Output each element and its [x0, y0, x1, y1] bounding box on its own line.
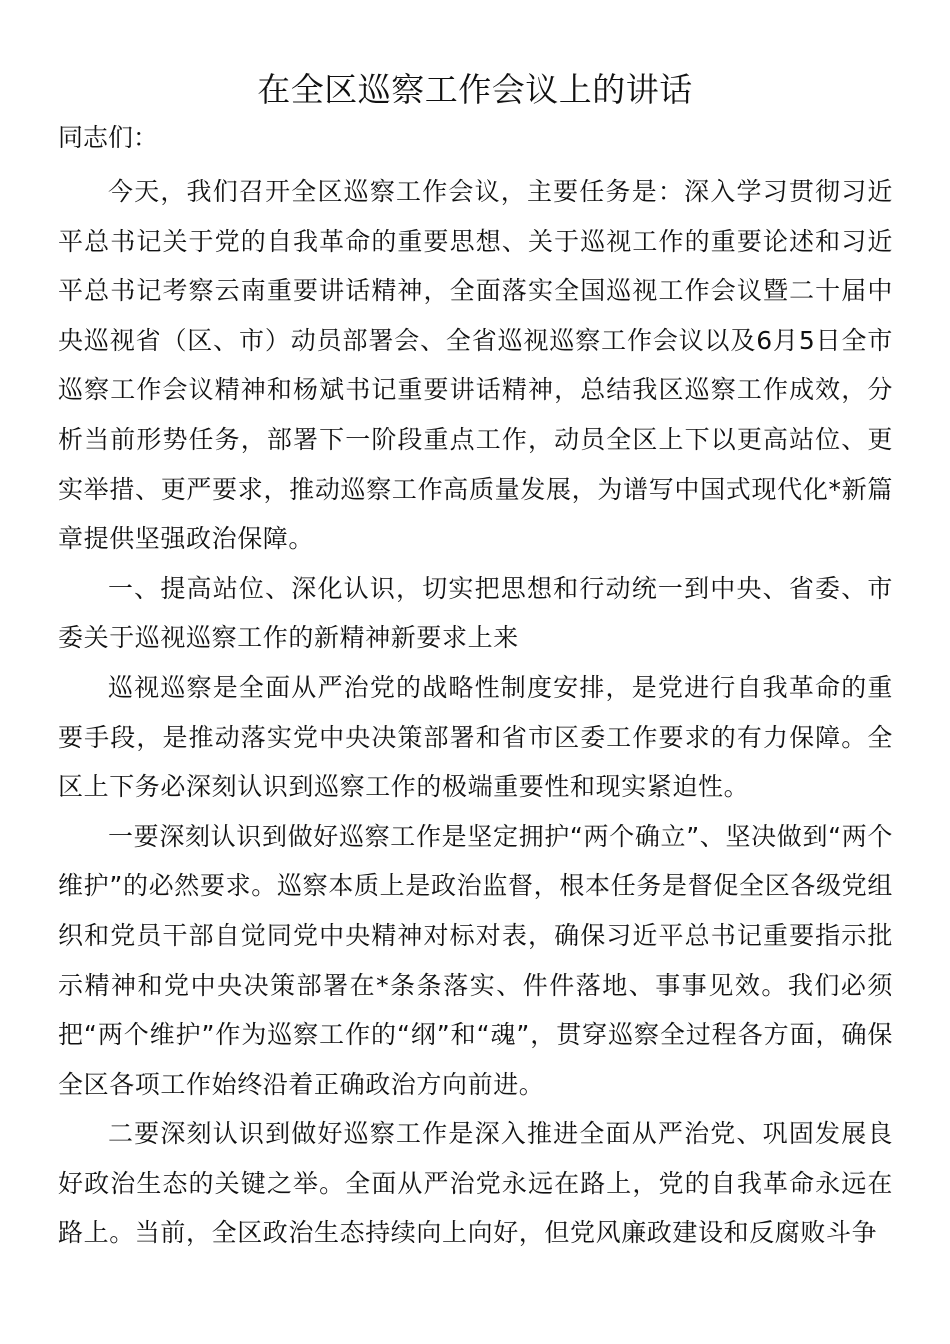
document-body	[58, 167, 893, 1258]
section-heading-1: 一、提高站位、深化认识，切实把思想和行动统一到中央、省委、市委关于巡视巡察工作的新精神新要求上来	[58, 573, 893, 653]
salutation: 同志们：	[58, 123, 159, 152]
paragraph-point-1: 一要深刻认识到做好巡察工作是坚定拥护“两个确立”、坚决做到“两个维护”的必然要求。巡察本质上是政治监督，根本任务是督促全区各级党组织和党员干部自觉同党中央精神对标对表，确保习近平总书记重要指示批示精神和党中央决策部署在*条条落实、件件落地、事事见效。我们必须把“两个维护”作为巡察工作的“纲”和“魂”，贯穿巡察全过程各方面，确保全区各项工作始终沿着正确政治方向前进。	[58, 821, 893, 1099]
document-title: 在全区巡察工作会议上的讲话	[257, 70, 693, 109]
paragraph-importance: 巡视巡察是全面从严治党的战略性制度安排，是党进行自我革命的重要手段，是推动落实党中央决策部署和省市区委工作要求的有力保障。全区上下务必深刻认识到巡察工作的极端重要性和现实紧迫性。	[58, 672, 893, 802]
paragraph-point-2: 二要深刻认识到做好巡察工作是深入推进全面从严治党、巩固发展良好政治生态的关键之举。全面从严治党永远在路上，党的自我革命永远在路上。当前，全区政治生态持续向上向好，但党风廉政建设和反腐败斗争	[58, 1119, 893, 1248]
paragraph-intro: 今天，我们召开全区巡察工作会议，主要任务是：深入学习贯彻习近平总书记关于党的自我革命的重要思想、关于巡视工作的重要论述和习近平总书记考察云南重要讲话精神，全面落实全国巡视工作会议暨二十届中央巡视省（区、市）动员部署会、全省巡视巡察工作会议以及6月5日全市巡察工作会议精神和杨斌书记重要讲话精神，总结我区巡察工作成效，分析当前形势任务，部署下一阶段重点工作，动员全区上下以更高站位、更实举措、更严要求，推动巡察工作高质量发展，为谱写中国式现代化*新篇章提供坚强政治保障。	[58, 177, 893, 554]
